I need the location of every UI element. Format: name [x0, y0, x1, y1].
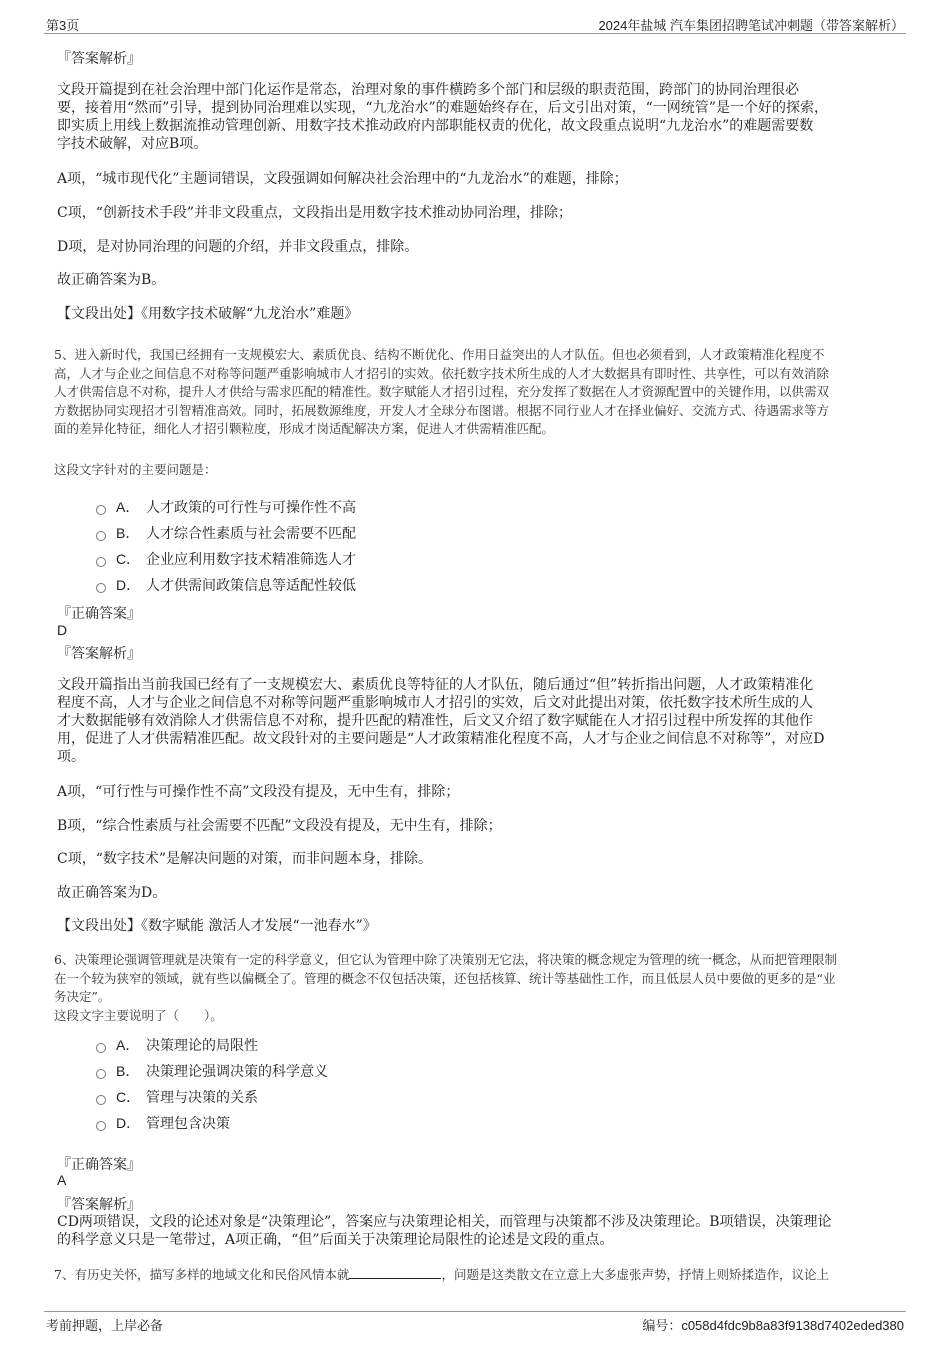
option-letter: B．: [116, 1063, 140, 1079]
q7-stem: [54, 1266, 829, 1285]
option-letter: D．: [116, 1115, 141, 1131]
q7-stem-end: ，问题是这类散文在立意上大多虚张声势，抒情上则矫揉造作，议论上: [441, 1267, 829, 1282]
q6-analysis: [57, 1213, 832, 1249]
radio-button-icon[interactable]: [96, 1121, 106, 1131]
footer-divider: [44, 1311, 906, 1312]
q5-conclusion: 故正确答案为D。: [57, 885, 167, 901]
option-text: 人才政策的可行性与可操作性不高: [146, 500, 356, 516]
text-line: 6、决策理论强调管理就是决策有一定的科学意义，但它认为管理中除了决策别无它法，将决策的概念规定为管理的统一概念，从而把管理限制: [54, 952, 837, 967]
text-line: 文段开篇指出当前我国已经有了一支规模宏大、素质优良等特征的人才队伍，随后通过“但”转折指出问题，人才政策精准化: [57, 677, 814, 693]
q4-analysis: [57, 81, 828, 153]
radio-button-icon[interactable]: [96, 557, 106, 567]
option-letter: A．: [116, 499, 140, 515]
option-text: 管理包含决策: [146, 1116, 230, 1132]
q5-note-a: A项，“可行性与可操作性不高”文段没有提及，无中生有，排除；: [57, 784, 460, 800]
document-title: 2024年盐城 汽车集团招聘笔试冲刺题（带答案解析）: [598, 18, 904, 33]
q5-note-c: C项，“数字技术”是解决问题的对策，而非问题本身，排除。: [57, 851, 433, 867]
text-line: 即实质上用线上数据流推动管理创新、用数字技术推动政府内部职能权责的优化，故文段重点说明“九龙治水”的难题需要数: [57, 118, 814, 134]
radio-button-icon[interactable]: [96, 505, 106, 515]
radio-button-icon[interactable]: [96, 1069, 106, 1079]
text-line: 务决定”。: [54, 989, 111, 1004]
radio-button-icon[interactable]: [96, 1043, 106, 1053]
text-line: 的科学意义只是一笔带过，A项正确，“但”后面关于决策理论局限性的论述是文段的重点。: [57, 1232, 614, 1248]
option-text: 企业应利用数字技术精准筛选人才: [146, 552, 356, 568]
q4-source: 【文段出处】《用数字技术破解“九龙治水”难题》: [57, 306, 359, 322]
footer-slogan: 考前押题，上岸必备: [46, 1318, 164, 1333]
text-line: CD两项错误，文段的论述对象是“决策理论”，答案应与决策理论相关，而管理与决策都不涉及决策理论。B项错误，决策理论: [57, 1214, 832, 1230]
text-line: 字技术破解，对应B项。: [57, 136, 208, 152]
q6-stem: [54, 951, 837, 1025]
text-line: 项。: [57, 749, 85, 765]
option-text: 人才综合性素质与社会需要不匹配: [146, 526, 356, 542]
text-line: 方数据协同实现招才引智精准高效。同时，拓展数源维度，开发人才全球分布图谱。根据不同行业人才在择业偏好、交流方式、待遇需求等方: [54, 402, 830, 418]
text-line: 才大数据能够有效消除人才供需信息不对称，提升匹配的精准性，后文又介绍了数字赋能在人才招引过程中所发挥的其他作: [57, 713, 813, 729]
q5-analysis-heading: 『答案解析』: [57, 646, 141, 662]
q6-answer-heading: 『正确答案』: [57, 1157, 141, 1173]
document-code: 编号：c058d4fdc9b8a83f9138d7402eded380: [642, 1318, 904, 1333]
radio-button-icon[interactable]: [96, 1095, 106, 1105]
option-text: 人才供需间政策信息等适配性较低: [146, 578, 356, 594]
option-letter: B．: [116, 525, 140, 541]
option-letter: D．: [116, 577, 141, 593]
q5-analysis: [57, 676, 825, 766]
fill-blank: [349, 1266, 441, 1279]
text-line: 5、进入新时代，我国已经拥有一支规模宏大、素质优良、结构不断优化、作用日益突出的人才队伍。但也必须看到，人才政策精准化程度不: [54, 347, 825, 362]
header-divider: [44, 33, 906, 34]
text-line: 这段文字主要说明了（ ）。: [54, 1007, 223, 1023]
q5-stem: [54, 346, 829, 439]
text-line: 高，人才与企业之间信息不对称等问题严重影响城市人才招引的实效。依托数字技术所生成的人才大数据具有即时性、共享性，可以有效消除: [54, 365, 830, 381]
radio-button-icon[interactable]: [96, 583, 106, 593]
q5-source: 【文段出处】《数字赋能 激活人才发展“一池春水”》: [57, 918, 377, 934]
q5-answer: D: [57, 622, 68, 638]
q4-note-a: A项，“城市现代化”主题词错误，文段强调如何解决社会治理中的“九龙治水”的难题，排除；: [57, 171, 628, 187]
text-line: 用，促进了人才供需精准匹配。故文段针对的主要问题是“人才政策精准化程度不高，人才与企业之间信息不对称等”，对应D: [57, 731, 825, 747]
text-line: 在一个较为狭窄的领域，就有些以偏概全了。管理的概念不仅包括决策，还包括核算、统计等基础性工作，而且低层人员中要做的更多的是“业: [54, 970, 836, 986]
q5-answer-heading: 『正确答案』: [57, 606, 141, 622]
option-letter: C．: [116, 551, 141, 567]
text-line: 程度不高，人才与企业之间信息不对称等问题严重影响城市人才招引的实效，后文对此提出对策，依托数字技术所生成的人: [57, 695, 813, 711]
option-letter: A．: [116, 1037, 140, 1053]
option-letter: C．: [116, 1089, 141, 1105]
option-text: 决策理论的局限性: [146, 1038, 258, 1054]
q4-note-c: C项，“创新技术手段”并非文段重点，文段指出是用数字技术推动协同治理，排除；: [57, 205, 573, 221]
q5-note-b: B项，“综合性素质与社会需要不匹配”文段没有提及，无中生有，排除；: [57, 818, 502, 834]
text-line: 人才供需信息不对称，提升人才供给与需求匹配的精准性。数字赋能人才招引过程，充分发挥了数据在人才资源配置中的关键作用，以供需双: [54, 384, 830, 399]
page-number: 第3页: [46, 18, 80, 33]
option-text: 管理与决策的关系: [146, 1090, 258, 1106]
q5-question: 这段文字针对的主要问题是：: [54, 462, 217, 477]
q4-note-d: D项，是对协同治理的问题的介绍，并非文段重点，排除。: [57, 239, 419, 255]
radio-button-icon[interactable]: [96, 531, 106, 541]
q7-stem-start: 7、有历史关怀，描写多样的地域文化和民俗风情本就: [54, 1267, 350, 1282]
q6-analysis-heading: 『答案解析』: [57, 1197, 141, 1213]
q4-conclusion: 故正确答案为B。: [57, 272, 166, 288]
text-line: 面的差异化特征，细化人才招引颗粒度，形成才岗适配解决方案，促进人才供需精准匹配。: [54, 421, 555, 436]
text-line: 要，接着用“然而”引导，提到协同治理难以实现，“九龙治水”的难题始终存在，后文引出对策，“一网统管”是一个好的探索，: [57, 100, 828, 116]
q4-analysis-heading: 『答案解析』: [57, 51, 141, 67]
text-line: 文段开篇提到在社会治理中部门化运作是常态，治理对象的事件横跨多个部门和层级的职责范围，跨部门的协同治理很必: [57, 82, 799, 98]
q6-answer: A: [57, 1172, 67, 1188]
option-text: 决策理论强调决策的科学意义: [146, 1064, 328, 1080]
